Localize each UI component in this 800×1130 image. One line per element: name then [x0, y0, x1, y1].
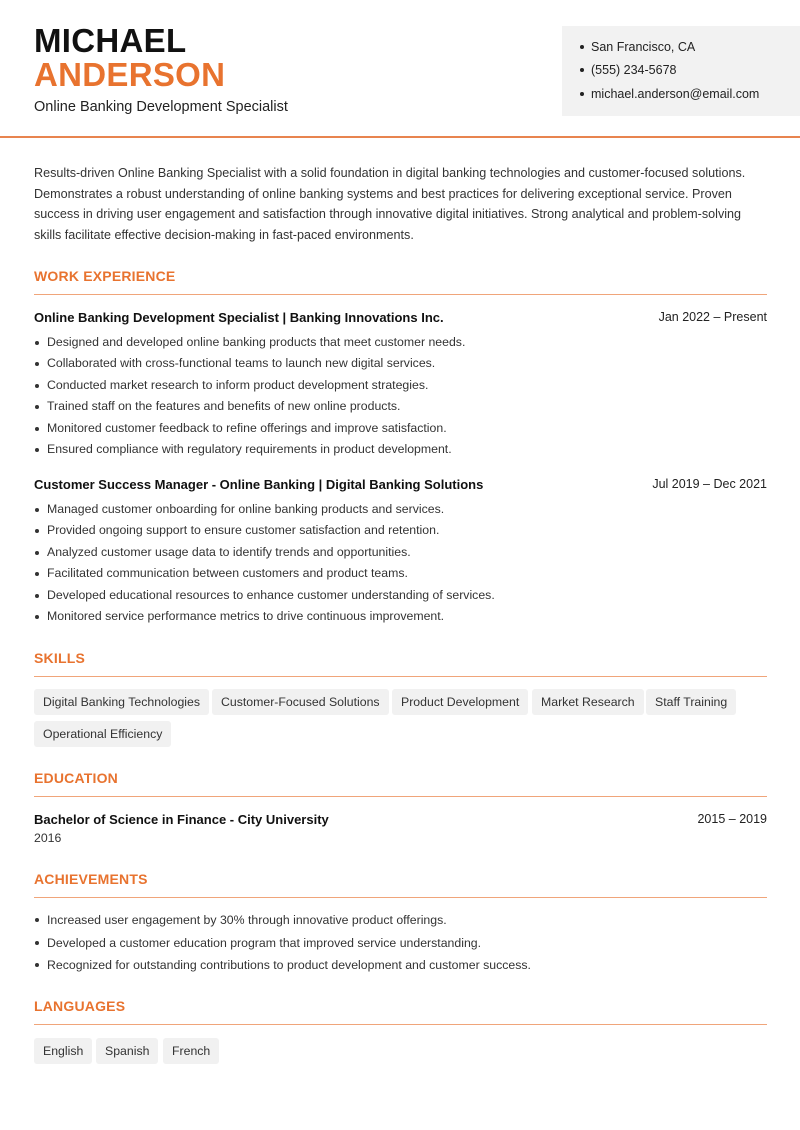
- language-tag: French: [163, 1038, 219, 1064]
- list-item: [34, 418, 769, 439]
- bullet-text: Designed and developed online banking products that meet customer needs.: [47, 335, 466, 349]
- list-item: [34, 909, 769, 932]
- phone-text: (555) 234-5678: [591, 63, 677, 77]
- list-item: [34, 954, 769, 977]
- section-title-languages: LANGUAGES: [34, 998, 126, 1014]
- bullet-text: Trained staff on the features and benefits of new online products.: [47, 399, 401, 414]
- skill-tag: Product Development: [392, 689, 528, 715]
- bullet-icon: [35, 341, 39, 345]
- bullet-text: Facilitated communication between customers and product teams.: [47, 566, 408, 581]
- education-year: 2016: [34, 831, 62, 845]
- job-heading: Online Banking Development Specialist | Banking Innovations Inc.: [34, 310, 444, 325]
- list-item: [34, 563, 769, 584]
- section-title-skills: SKILLS: [34, 650, 85, 666]
- bullet-text: Analyzed customer usage data to identify trends and opportunities.: [47, 544, 411, 559]
- bullet-icon: [35, 572, 39, 576]
- section-divider: [34, 676, 767, 677]
- bullet-text: Developed educational resources to enhance customer understanding of services.: [47, 587, 495, 602]
- language-tag: English: [34, 1038, 92, 1064]
- bullet-icon: [35, 615, 39, 619]
- list-item: [34, 332, 769, 353]
- list-item: [34, 396, 769, 417]
- list-item: [34, 606, 769, 627]
- bullet-icon: [35, 508, 39, 512]
- contact-phone: [580, 63, 676, 77]
- skill-tag: Digital Banking Technologies: [34, 689, 209, 715]
- bullet-text: Monitored service performance metrics to drive continuous improvement.: [47, 608, 445, 623]
- skill-tag: Market Research: [532, 689, 644, 715]
- bullet-text: Collaborated with cross-functional teams to launch new digital services.: [47, 356, 436, 371]
- section-title-education: EDUCATION: [34, 770, 118, 786]
- contact-box: [562, 26, 800, 116]
- job-bullets: [34, 332, 769, 460]
- bullet-text: Monitored customer feedback to refine offerings and improve satisfaction.: [47, 420, 447, 435]
- section-title-work: WORK EXPERIENCE: [34, 268, 176, 284]
- bullet-icon: [35, 963, 39, 967]
- bullet-text: Ensured compliance with regulatory requirements in product development.: [47, 441, 452, 456]
- list-item: [34, 585, 769, 606]
- job-title: Online Banking Development Specialist: [34, 99, 288, 115]
- skill-tag: Customer-Focused Solutions: [212, 689, 389, 715]
- job-dates: Jan 2022 – Present: [658, 310, 767, 324]
- job-bullets: [34, 499, 769, 627]
- skill-tag: Staff Training: [646, 689, 736, 715]
- list-item: [34, 439, 769, 460]
- section-divider: [34, 796, 767, 797]
- bullet-icon: [580, 92, 584, 96]
- summary: Results-driven Online Banking Specialist with a solid foundation in digital banking technologies and customer-focused solutions. Demonstrates a robust understanding of online banking systems and best practices for delivering exceptional service. Proven success in driving user engagement and satisfaction through innovative digital initiatives. Strong analytical and problem-solving skills facilitate effective decision-making in fast-paced environments.: [34, 166, 746, 242]
- bullet-icon: [580, 68, 584, 72]
- job-dates: Jul 2019 – Dec 2021: [652, 477, 767, 491]
- list-item: [34, 932, 769, 955]
- section-divider: [34, 897, 767, 898]
- first-name: MICHAEL: [34, 22, 187, 59]
- education-dates: 2015 – 2019: [697, 812, 767, 826]
- bullet-text: Conducted market research to inform product development strategies.: [47, 377, 429, 392]
- achievements-list: [34, 909, 769, 977]
- language-tag: Spanish: [96, 1038, 158, 1064]
- list-item: [34, 499, 769, 520]
- location-text: San Francisco, CA: [591, 40, 696, 54]
- bullet-icon: [35, 405, 39, 409]
- bullet-icon: [35, 427, 39, 431]
- resume-header: [0, 0, 800, 138]
- bullet-icon: [35, 384, 39, 388]
- skill-tag: Operational Efficiency: [34, 721, 171, 747]
- bullet-icon: [35, 941, 39, 945]
- bullet-icon: [35, 362, 39, 366]
- bullet-icon: [35, 918, 39, 922]
- bullet-icon: [35, 529, 39, 533]
- section-divider: [34, 1024, 767, 1025]
- section-title-achievements: ACHIEVEMENTS: [34, 871, 148, 887]
- bullet-icon: [35, 551, 39, 555]
- job-heading: Customer Success Manager - Online Banking | Digital Banking Solutions: [34, 477, 484, 492]
- list-item: [34, 375, 769, 396]
- last-name: ANDERSON: [34, 56, 226, 93]
- list-item: [34, 520, 769, 541]
- bullet-text: Increased user engagement by 30% through innovative product offerings.: [47, 913, 447, 927]
- email-text[interactable]: michael.anderson@email.com: [591, 87, 760, 101]
- education-degree: Bachelor of Science in Finance - City University: [34, 812, 329, 827]
- bullet-text: Recognized for outstanding contributions to product development and customer success.: [47, 958, 531, 973]
- bullet-text: Developed a customer education program that improved service understanding.: [47, 935, 482, 950]
- contact-location: [580, 40, 695, 54]
- bullet-icon: [35, 594, 39, 598]
- contact-email[interactable]: [580, 87, 759, 101]
- bullet-icon: [580, 45, 584, 49]
- list-item: [34, 542, 769, 563]
- section-divider: [34, 294, 767, 295]
- bullet-text: Managed customer onboarding for online banking products and services.: [47, 502, 445, 516]
- bullet-text: Provided ongoing support to ensure customer satisfaction and retention.: [47, 523, 440, 538]
- list-item: [34, 353, 769, 374]
- bullet-icon: [35, 448, 39, 452]
